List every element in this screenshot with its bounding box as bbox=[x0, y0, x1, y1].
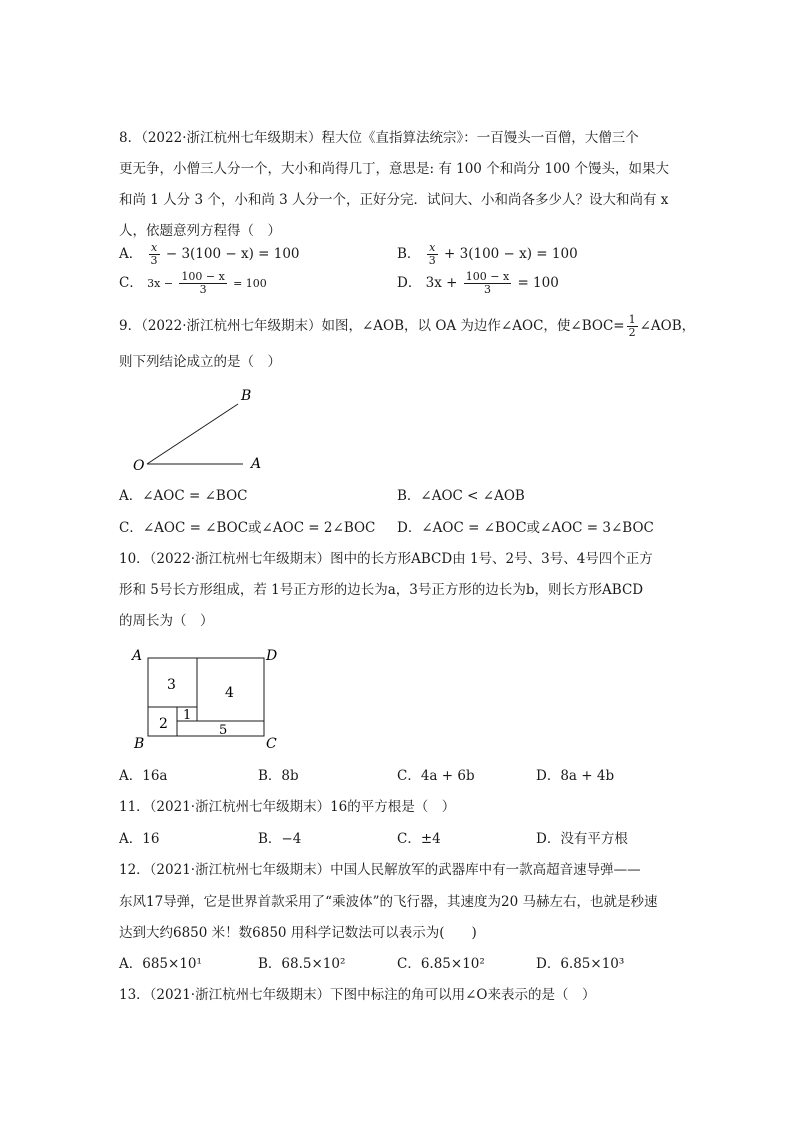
q9-line-1-post: ∠AOB， bbox=[639, 318, 696, 334]
option-label: C． bbox=[119, 275, 143, 291]
q10-line-3: 的周长为（ ） bbox=[119, 613, 214, 629]
frac-den: 3 bbox=[199, 283, 207, 296]
q9-line-1 bbox=[119, 306, 695, 346]
option-c-post: = 100 bbox=[233, 277, 267, 290]
point-label-o: O bbox=[133, 458, 145, 474]
point-label-b: B bbox=[241, 388, 252, 404]
q8-option-c bbox=[119, 263, 267, 304]
q11-option-b: B．−4 bbox=[258, 831, 302, 847]
q11-option-c: C．±4 bbox=[397, 831, 441, 847]
q10-line-1: 10．（2022·浙江杭州七年级期末）图中的长方形ABCD由 1号、2号、3号、4号四个正方 bbox=[119, 551, 653, 567]
point-label-a: A bbox=[132, 648, 143, 664]
angle-aob-figure bbox=[125, 382, 275, 477]
q9-option-a: A．∠AOC = ∠BOC bbox=[119, 488, 248, 504]
point-label-d: D bbox=[266, 648, 278, 664]
option-d-post: = 100 bbox=[517, 275, 559, 291]
fraction-100-minus-x-over-3 bbox=[179, 271, 226, 296]
point-label-b: B bbox=[134, 736, 145, 752]
frac-den: 2 bbox=[628, 326, 636, 339]
point-label-a: A bbox=[251, 456, 262, 472]
frac-den: 3 bbox=[428, 254, 436, 267]
fraction-one-half bbox=[627, 314, 638, 339]
q10-line-2: 形和 5号长方形组成，若 1号正方形的边长为a，3号正方形的边长为b，则长方形ABCD bbox=[119, 582, 644, 598]
frac-num: 1 bbox=[628, 313, 636, 326]
label-rect-5: 5 bbox=[219, 723, 228, 738]
q11-option-d: D．没有平方根 bbox=[536, 831, 628, 847]
fraction-100-minus-x-over-3 bbox=[464, 271, 511, 296]
option-a-expr: − 3(100 − x) = 100 bbox=[165, 246, 300, 262]
option-b-expr: + 3(100 − x) = 100 bbox=[444, 246, 578, 262]
q8-line-2: 更无争，小僧三人分一个，大小和尚得几丁，意思是: 有 100 个和尚分 100 个馒头，如果大 bbox=[119, 161, 670, 177]
q8-line-3: 和尚 1 人分 3 个，小和尚 3 人分一个，正好分完．试问大、小和尚各多少人？设大和尚有 x bbox=[119, 192, 669, 208]
q12-option-c: C．6.85×10² bbox=[397, 956, 485, 972]
q12-line-1: 12．（2021·浙江杭州七年级期末）中国人民解放军的武器库中有一款高超音速导弹—— bbox=[119, 862, 641, 878]
point-label-c: C bbox=[266, 736, 277, 752]
option-d-pre: 3x + bbox=[425, 275, 458, 291]
option-label: B． bbox=[397, 246, 421, 262]
label-square-4: 4 bbox=[225, 685, 234, 701]
q12-line-3: 达到大约6850 米！数6850 用科学记数法可以表示为( ) bbox=[119, 925, 477, 941]
rectangle-abcd-figure bbox=[128, 644, 288, 754]
q9-option-b: B．∠AOC < ∠AOB bbox=[397, 488, 525, 504]
q8-option-d bbox=[397, 263, 559, 303]
label-square-2: 2 bbox=[159, 716, 168, 732]
option-c-pre: 3x − bbox=[147, 277, 174, 290]
q12-option-b: B．68.5×10² bbox=[258, 956, 346, 972]
option-label: A． bbox=[119, 246, 143, 262]
frac-den: 3 bbox=[150, 254, 158, 267]
frac-den: 3 bbox=[483, 283, 491, 296]
q10-option-c: C．4a + 6b bbox=[397, 768, 475, 784]
q9-line-2: 则下列结论成立的是（ ） bbox=[119, 354, 281, 370]
q8-line-1: 8．（2022·浙江杭州七年级期末）程大位《直指算法统宗》：一百馒头一百僧，大僧三个 bbox=[119, 130, 639, 146]
q9-line-1-pre: 9．（2022·浙江杭州七年级期末）如图，∠AOB，以 OA 为边作∠AOC，使∠BOC= bbox=[119, 318, 625, 334]
frac-num: 100 − x bbox=[181, 270, 225, 283]
ray-ob bbox=[147, 404, 238, 464]
q8-line-4: 人，依题意列方程得（ ） bbox=[119, 223, 281, 239]
q12-line-2: 东风17导弹，它是世界首款采用了“乘波体”的飞行器，其速度为20 马赫左右，也就是秒速 bbox=[119, 894, 658, 910]
q12-option-d: D．6.85×10³ bbox=[536, 956, 625, 972]
q9-option-c: C．∠AOC = ∠BOC或∠AOC = 2∠BOC bbox=[119, 520, 376, 536]
q13-line-1: 13．（2021·浙江杭州七年级期末）下图中标注的角可以用∠O来表示的是（ ） bbox=[119, 987, 596, 1003]
frac-num: x bbox=[150, 241, 158, 254]
option-label: D． bbox=[397, 275, 422, 291]
q10-option-b: B．8b bbox=[258, 768, 299, 784]
frac-num: 100 − x bbox=[465, 270, 510, 283]
label-square-1: 1 bbox=[183, 708, 192, 723]
frac-num: x bbox=[429, 241, 436, 254]
q9-option-d: D．∠AOC = ∠BOC或∠AOC = 3∠BOC bbox=[397, 520, 654, 536]
q11-line-1: 11．（2021·浙江杭州七年级期末）16的平方根是（ ） bbox=[119, 799, 456, 815]
q10-option-a: A．16a bbox=[119, 768, 168, 784]
q10-option-d: D．8a + 4b bbox=[536, 768, 615, 784]
q11-option-a: A．16 bbox=[119, 831, 160, 847]
q12-option-a: A．685×10¹ bbox=[119, 956, 202, 972]
label-square-3: 3 bbox=[167, 677, 176, 693]
